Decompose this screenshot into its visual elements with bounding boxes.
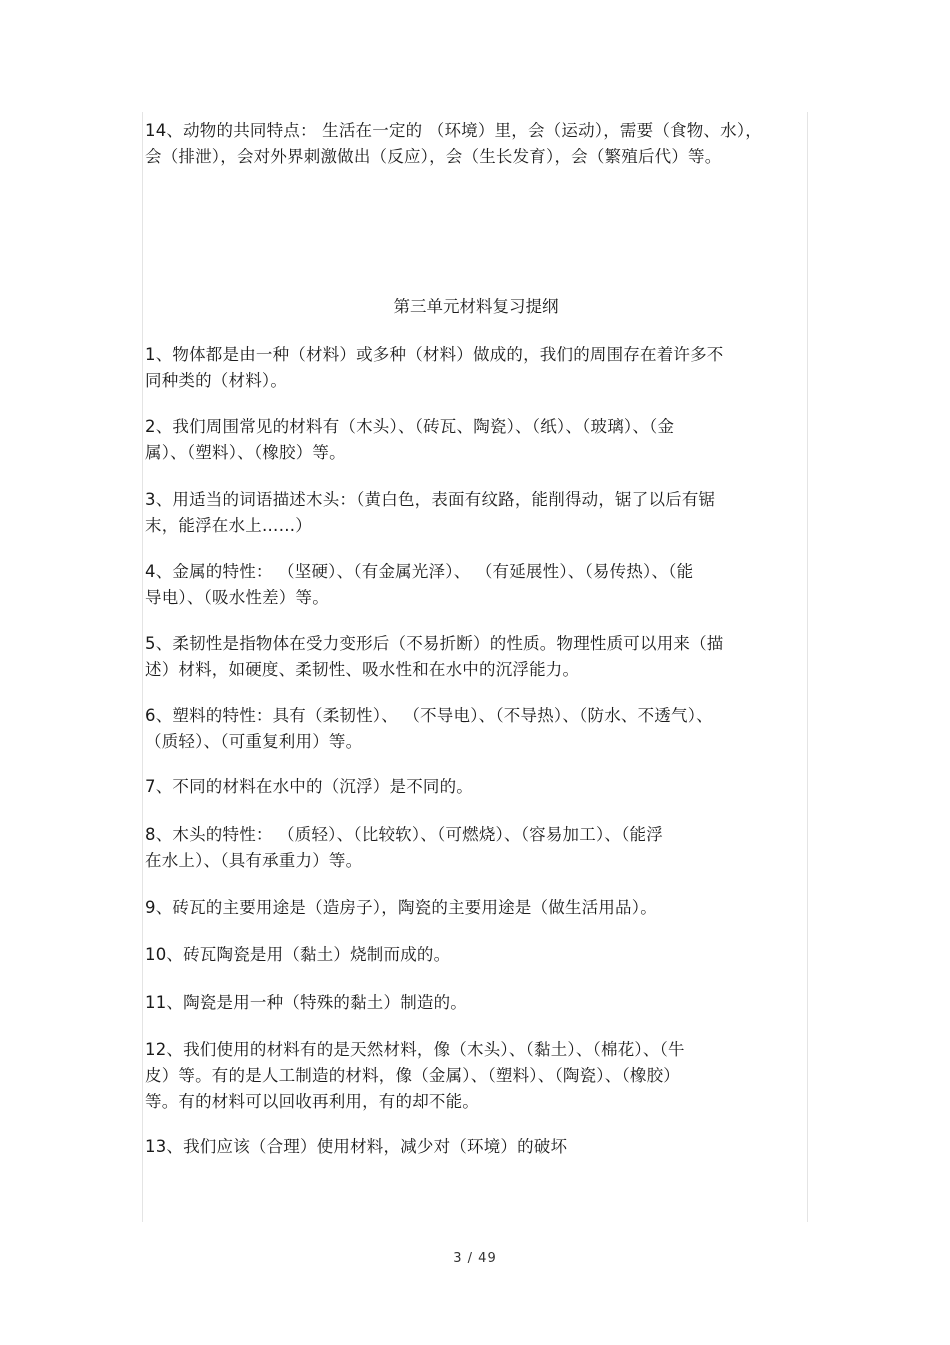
- paragraph-line: 5、柔韧性是指物体在受力变形后（不易折断）的性质。物理性质可以用来（描: [145, 634, 724, 653]
- paragraph-line: 7、不同的材料在水中的（沉浮）是不同的。: [145, 777, 473, 796]
- paragraph-line: 13、我们应该（合理）使用材料，减少对（环境）的破坏: [145, 1137, 568, 1156]
- paragraph-line: 2、我们周围常见的材料有（木头）、（砖瓦、陶瓷）、（纸）、（玻璃）、（金: [145, 417, 675, 436]
- paragraph-line: 6、塑料的特性：具有（柔韧性）、 （不导电）、（不导热）、（防水、不透气）、: [145, 706, 713, 725]
- page-number: 3 / 49: [453, 1251, 497, 1266]
- paragraph-line: 1、物体都是由一种（材料）或多种（材料）做成的，我们的周围存在着许多不: [145, 345, 724, 364]
- paragraph-line: 在水上）、（具有承重力）等。: [145, 851, 363, 870]
- paragraph-item-3: [145, 487, 810, 539]
- paragraph-line: 述）材料，如硬度、柔韧性、吸水性和在水中的沉浮能力。: [145, 660, 580, 679]
- paragraph-line: 10、砖瓦陶瓷是用（黏土）烧制而成的。: [145, 945, 451, 964]
- paragraph-line: 导电）、（吸水性差）等。: [145, 588, 329, 607]
- paragraph-item-1: [145, 342, 810, 394]
- paragraph-line: 等。有的材料可以回收再利用，有的却不能。: [145, 1092, 479, 1111]
- paragraph-item-14: [145, 118, 810, 170]
- paragraph-line: 4、金属的特性： （坚硬）、（有金属光泽）、 （有延展性）、（易传热）、（能: [145, 562, 694, 581]
- paragraph-item-5: [145, 631, 810, 683]
- section-title: 第三单元材料复习提纲: [393, 297, 559, 316]
- paragraph-line: 12、我们使用的材料有的是天然材料，像（木头）、（黏土）、（棉花）、（牛: [145, 1040, 685, 1059]
- paragraph-line: 皮）等。有的是人工制造的材料，像（金属）、（塑料）、（陶瓷）、（橡胶）: [145, 1066, 680, 1085]
- paragraph-item-8: [145, 822, 810, 874]
- paragraph-line: 3、用适当的词语描述木头：（黄白色，表面有纹路，能削得动，锯了以后有锯: [145, 490, 716, 509]
- paragraph-line: 会（排泄），会对外界刺激做出（反应），会（生长发育），会（繁殖后代）等。: [145, 147, 722, 166]
- paragraph-item-10: [145, 942, 810, 968]
- paragraph-item-13: [145, 1134, 810, 1160]
- paragraph-line: 11、陶瓷是用一种（特殊的黏土）制造的。: [145, 993, 467, 1012]
- paragraph-line: 14、动物的共同特点： 生活在一定的 （环境）里，会（运动），需要（食物、水），: [145, 121, 762, 140]
- paragraph-line: 同种类的（材料）。: [145, 371, 288, 390]
- paragraph-item-4: [145, 559, 810, 611]
- paragraph-line: 末，能浮在水上……）: [145, 516, 312, 535]
- paragraph-item-11: [145, 990, 810, 1016]
- paragraph-item-2: [145, 414, 810, 466]
- paragraph-line: 9、砖瓦的主要用途是（造房子），陶瓷的主要用途是（做生活用品）。: [145, 898, 657, 917]
- paragraph-item-12: [145, 1037, 810, 1115]
- paragraph-item-9: [145, 895, 810, 921]
- paragraph-item-6: [145, 703, 810, 755]
- paragraph-line: 8、木头的特性： （质轻）、（比较软）、（可燃烧）、（容易加工）、（能浮: [145, 825, 663, 844]
- paragraph-line: 属）、（塑料）、（橡胶）等。: [145, 443, 346, 462]
- paragraph-line: （质轻）、（可重复利用）等。: [145, 732, 363, 751]
- paragraph-item-7: [145, 774, 810, 800]
